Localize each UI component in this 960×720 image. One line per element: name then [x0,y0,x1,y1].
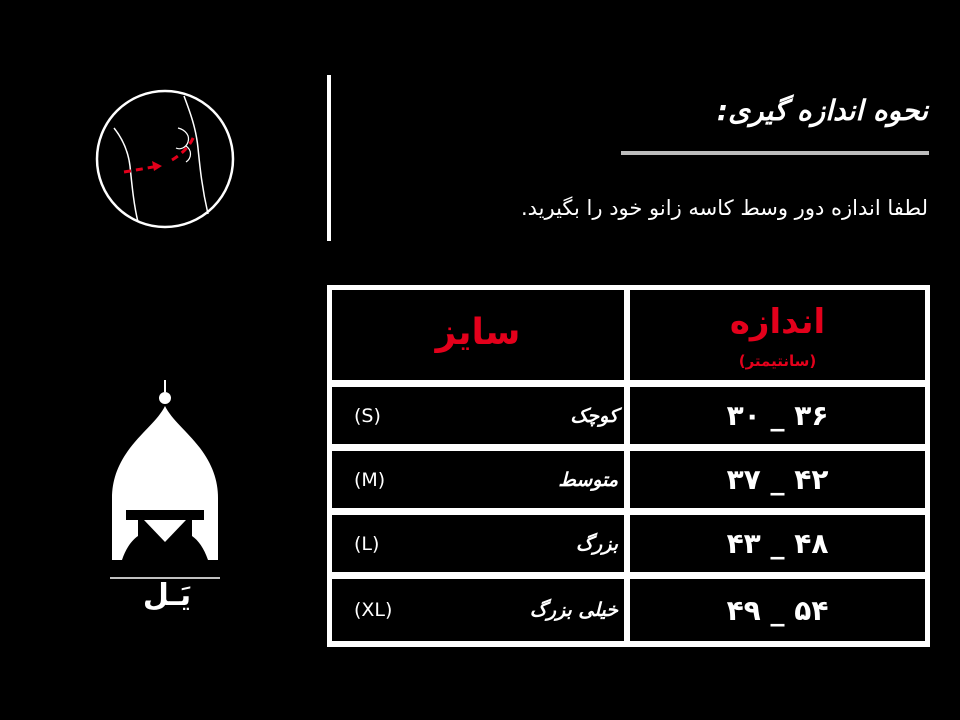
size-code: (XL) [354,599,393,621]
size-table [327,285,930,647]
header-size-cell [332,290,624,380]
size-name: خیلی بزرگ [529,599,618,621]
size-range: ۴۸ _ ۴۳ [726,527,829,560]
size-cell [332,451,624,508]
size-name: بزرگ [576,532,618,555]
size-range: ۴۲ _ ۳۷ [726,463,829,496]
size-cell [332,579,624,641]
header-measure-unit: (سانتیمتر) [738,352,817,370]
size-range: ۵۴ _ ۴۹ [726,593,829,627]
title-underline [621,151,929,155]
knee-measurement-icon [94,88,236,230]
helmet-logo-icon [108,380,222,590]
range-cell [630,515,925,572]
size-code: (M) [354,468,386,491]
size-cell [332,387,624,444]
instructions-text: لطفا اندازه دور وسط کاسه زانو خود را بگیرید. [520,196,928,220]
range-cell [630,579,925,641]
size-code: (S) [354,404,381,427]
header-size-label: سایز [435,312,521,353]
brand-name: یَـل [142,578,192,613]
size-cell [332,515,624,572]
header-measure-label: اندازه [729,302,826,342]
vertical-divider [327,75,331,241]
header-measure-cell [630,290,925,380]
range-cell [630,387,925,444]
size-name: متوسط [558,468,618,491]
size-range: ۳۶ _ ۳۰ [726,399,829,432]
size-code: (L) [354,532,380,555]
size-name: کوچک [570,404,618,427]
range-cell [630,451,925,508]
instructions-title: نحوه اندازه گیری: [716,94,928,127]
